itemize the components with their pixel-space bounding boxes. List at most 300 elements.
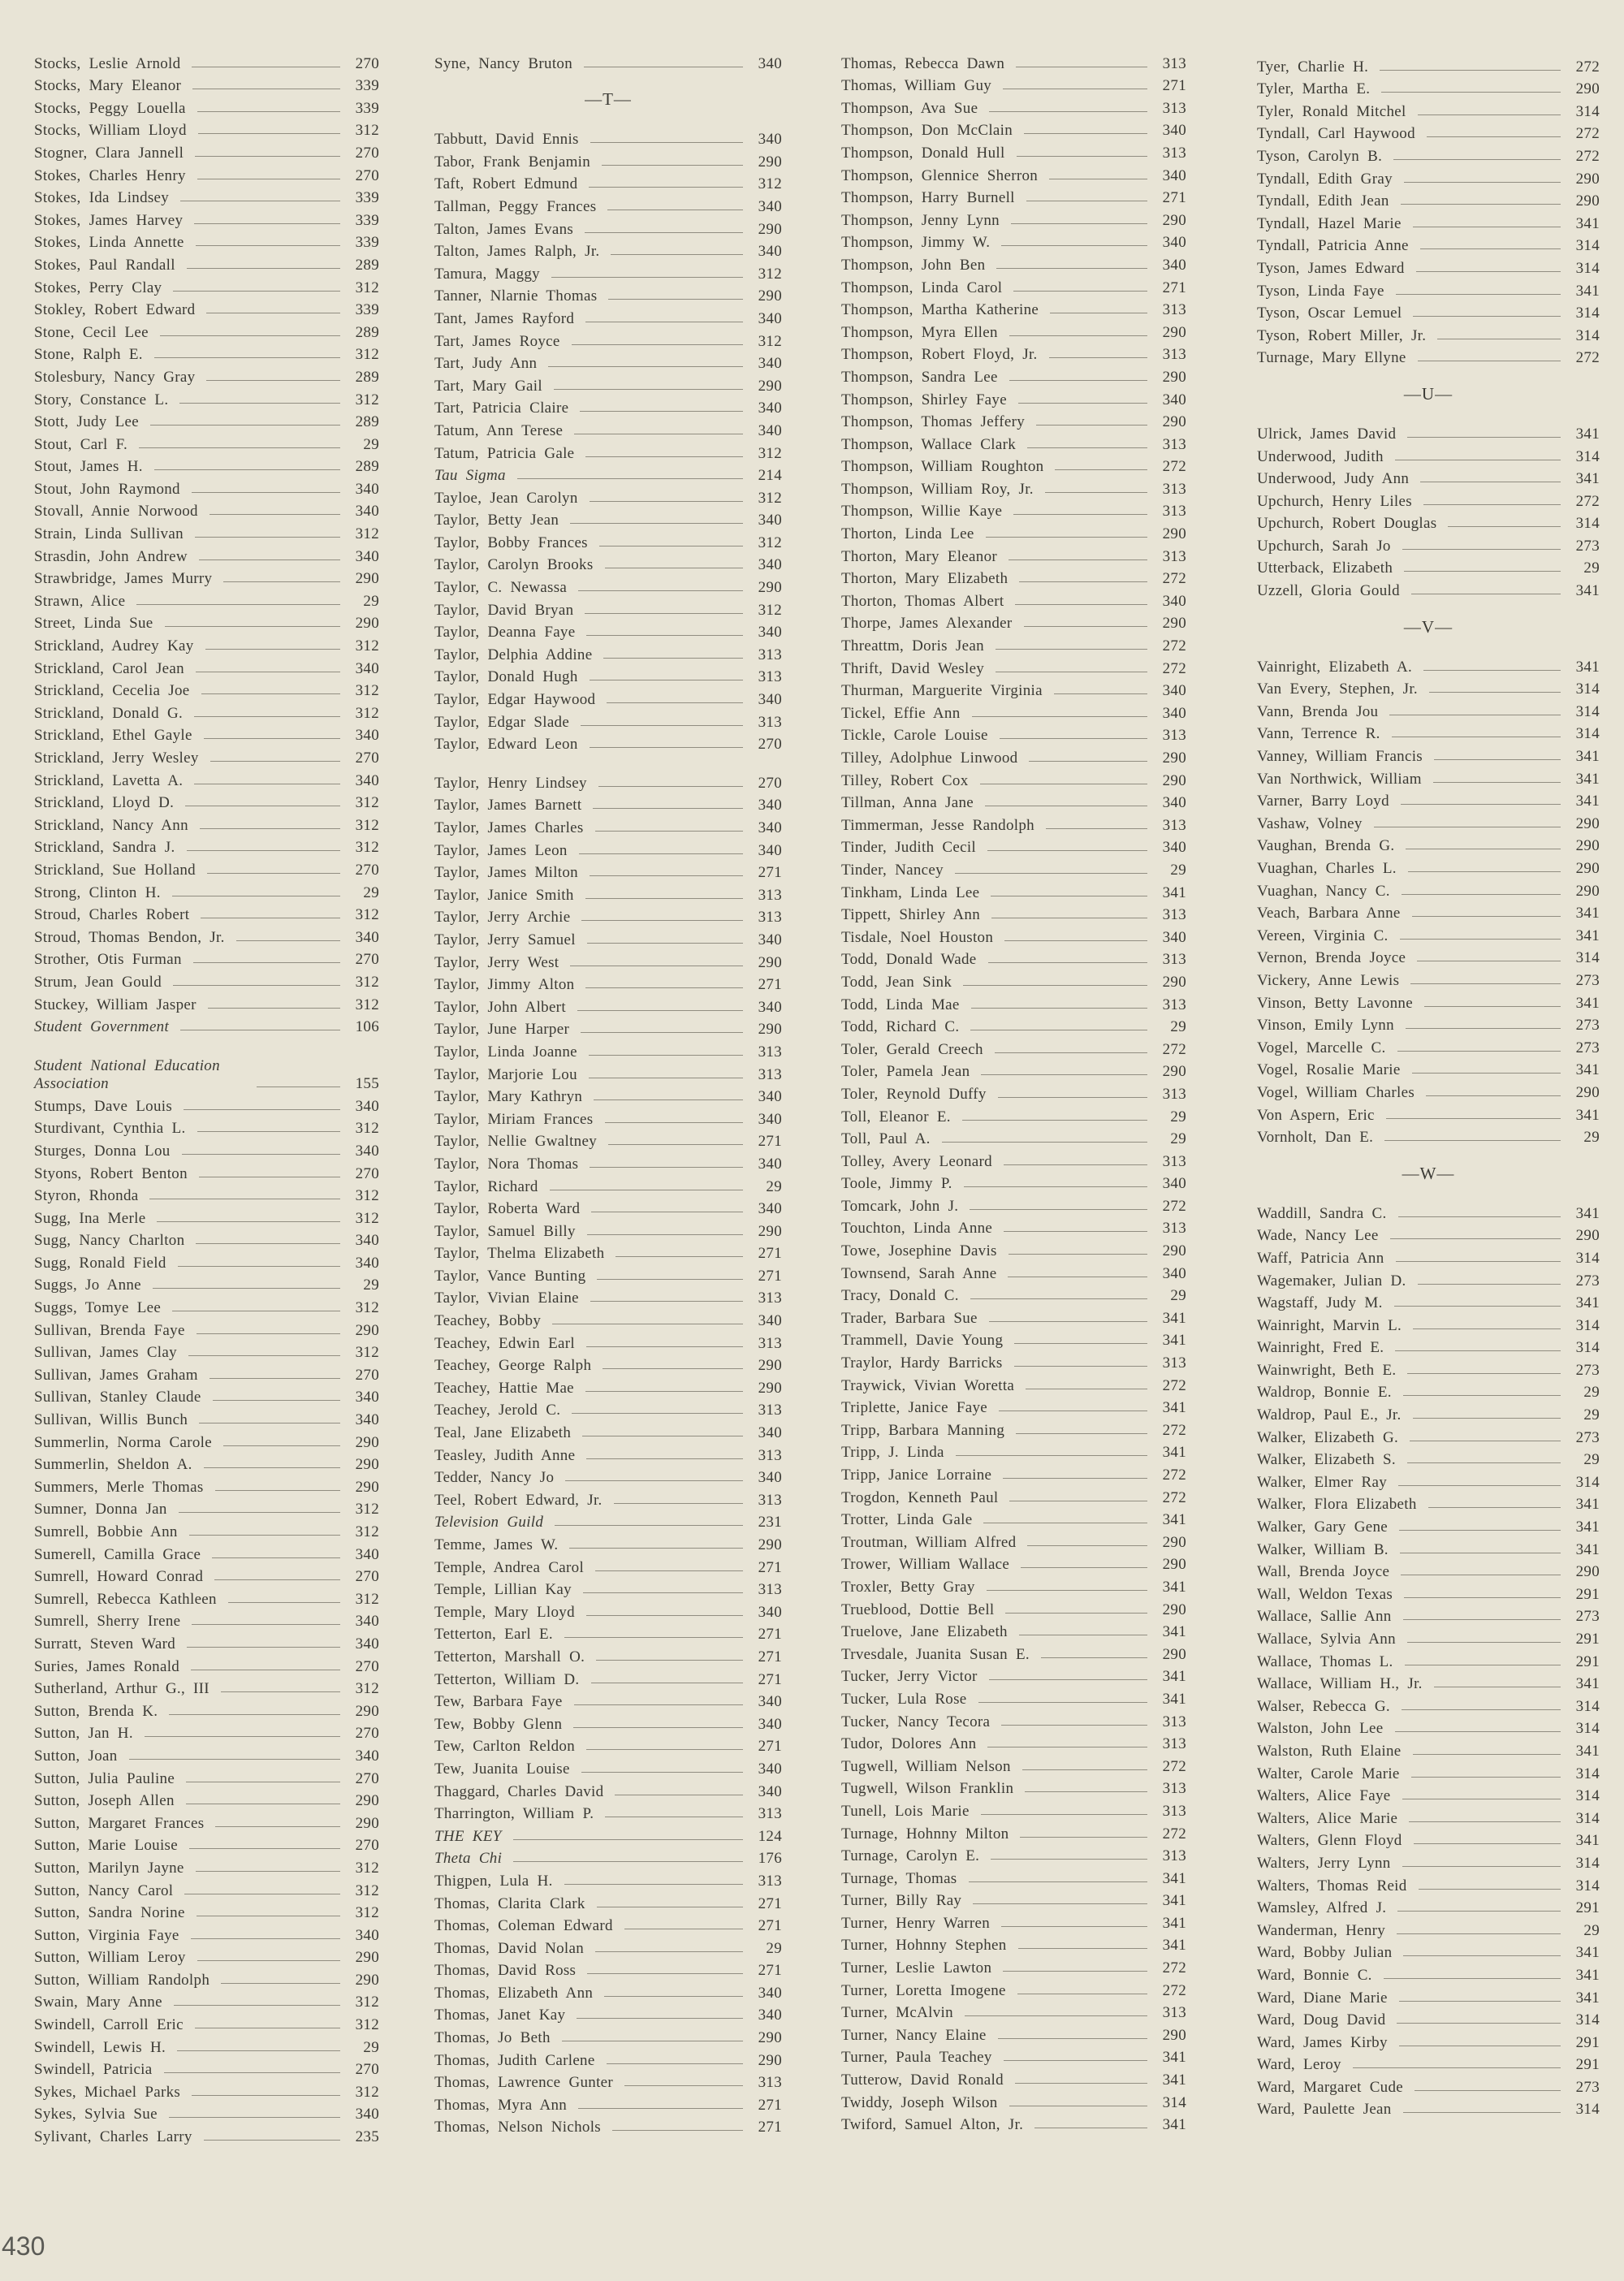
entry-name: Strickland, Ethel Gayle (34, 727, 192, 745)
entry-page-number: 312 (355, 1859, 379, 1877)
entry-page-number: 340 (758, 1110, 782, 1128)
entry-name: Thurman, Marguerite Virginia (841, 682, 1043, 700)
leader-line (1448, 526, 1561, 527)
entry-page-number: 290 (1162, 1556, 1186, 1574)
entry-name: Stogner, Clara Jannell (34, 144, 184, 162)
entry-page-number: 312 (355, 1590, 379, 1608)
index-entry (841, 1910, 1186, 1933)
index-entry (841, 409, 1186, 432)
entry-name: Taylor, James Milton (434, 864, 578, 882)
entry-name: Thorton, Thomas Albert (841, 592, 1004, 610)
entry-page-number: 290 (758, 1222, 782, 1240)
entry-page-number: 291 (1575, 1899, 1600, 1917)
leader-line (1413, 1754, 1561, 1755)
entry-name: Tew, Carlton Reldon (434, 1738, 576, 1756)
leader-line (602, 165, 743, 166)
entry-page-number: 29 (1170, 1130, 1186, 1148)
entry-name: Thorton, Mary Elizabeth (841, 570, 1009, 588)
index-entry (1257, 1962, 1600, 1985)
leader-line (212, 1557, 340, 1558)
index-entry (34, 230, 379, 253)
index-entry (34, 655, 379, 678)
entry-name: Teasley, Judith Anne (434, 1446, 576, 1464)
index-entry (1257, 210, 1600, 233)
index-entry (434, 882, 782, 905)
index-entry (34, 812, 379, 835)
entry-name: Tyler, Ronald Mitchel (1257, 102, 1406, 120)
leader-line (570, 523, 743, 524)
leader-line (586, 1346, 743, 1347)
index-entry (1257, 1693, 1600, 1716)
entry-page-number: 273 (1575, 1361, 1600, 1379)
spacer (34, 1036, 379, 1052)
index-entry (434, 1868, 782, 1890)
leader-line (978, 1702, 1147, 1703)
leader-line (205, 649, 340, 650)
index-entry (1257, 1200, 1600, 1223)
index-entry (34, 611, 379, 633)
leader-line (1001, 1725, 1147, 1726)
entry-page-number: 312 (355, 1187, 379, 1205)
index-entry (1257, 1805, 1600, 1828)
entry-page-number: 340 (758, 355, 782, 373)
index-entry (841, 73, 1186, 96)
entry-name: Taylor, Richard (434, 1177, 538, 1195)
leader-line (973, 1903, 1147, 1904)
entry-page-number: 290 (1162, 750, 1186, 767)
entry-page-number: 272 (1162, 1197, 1186, 1215)
entry-page-number: 340 (758, 691, 782, 709)
leader-line (607, 702, 743, 703)
entry-name: Thorton, Mary Eleanor (841, 547, 997, 565)
entry-name: Sutton, William Leroy (34, 1949, 186, 1967)
leader-line (987, 850, 1147, 851)
entry-page-number: 290 (1162, 771, 1186, 789)
index-entry (1257, 1985, 1600, 2007)
entry-page-number: 271 (758, 864, 782, 882)
entry-page-number: 341 (1575, 1966, 1600, 1984)
index-entry (841, 1193, 1186, 1216)
entry-page-number: 271 (758, 1626, 782, 1644)
index-entry (1257, 901, 1600, 923)
index-entry (434, 171, 782, 194)
leader-line (574, 1704, 743, 1705)
entry-name: Taylor, June Harper (434, 1021, 570, 1039)
leader-line (179, 1512, 340, 1513)
entry-page-number: 272 (1575, 147, 1600, 165)
index-entry (434, 508, 782, 530)
entry-name: Stone, Cecil Lee (34, 323, 149, 341)
leader-line (585, 456, 743, 457)
index-entry (434, 1084, 782, 1107)
entry-name: Tinkham, Linda Lee (841, 883, 980, 901)
entry-name: Tetterton, Marshall O. (434, 1648, 585, 1665)
entry-name: Strickland, Cecelia Joe (34, 682, 190, 700)
entry-page-number: 271 (758, 1917, 782, 1935)
entry-page-number: 340 (355, 1232, 379, 1250)
entry-page-number: 290 (355, 1949, 379, 1967)
leader-line (1424, 1006, 1561, 1007)
entry-name: Triplette, Janice Faye (841, 1399, 988, 1417)
index-entry (34, 1519, 379, 1541)
index-entry (34, 1967, 379, 1989)
leader-line (1413, 1328, 1561, 1329)
entry-name: Thompson, Don McClain (841, 122, 1013, 140)
index-entry (1257, 1828, 1600, 1851)
index-entry (841, 1731, 1186, 1754)
index-entry (434, 1531, 782, 1554)
entry-name: Turner, Henry Warren (841, 1914, 991, 1932)
leader-line (962, 1120, 1147, 1121)
leader-line (586, 1749, 743, 1750)
entry-name: Tew, Juanita Louise (434, 1760, 570, 1778)
entry-name: Tilley, Adolphue Linwood (841, 750, 1018, 767)
entry-page-number: 313 (758, 646, 782, 663)
leader-line (1014, 1343, 1147, 1344)
leader-line (548, 366, 743, 367)
entry-name: Thomas, Jo Beth (434, 2029, 551, 2047)
index-entry (1257, 1125, 1600, 1147)
index-entry (34, 902, 379, 925)
entry-page-number: 290 (758, 377, 782, 395)
entry-page-number: 341 (1575, 1061, 1600, 1079)
entry-name: Ward, James Kirby (1257, 2033, 1388, 2051)
index-entry (1257, 766, 1600, 788)
entry-page-number: 313 (758, 1872, 782, 1890)
index-entry (34, 790, 379, 813)
entry-page-number: 271 (1162, 279, 1186, 296)
entry-page-number: 340 (355, 659, 379, 677)
entry-page-number: 314 (1575, 1473, 1600, 1491)
entry-name: Student Government (34, 1018, 170, 1036)
leader-line (956, 1455, 1147, 1456)
entry-page-number: 314 (1575, 949, 1600, 967)
entry-name: Varner, Barry Loyd (1257, 793, 1389, 810)
entry-page-number: 340 (758, 1155, 782, 1173)
leader-line (191, 1938, 340, 1939)
entry-name: Sutherland, Arthur G., III (34, 1680, 209, 1698)
index-entry (841, 723, 1186, 745)
entry-name: Temme, James W. (434, 1536, 559, 1553)
entry-name: Sutton, Sandra Norine (34, 1904, 185, 1922)
index-entry (34, 521, 379, 543)
entry-page-number: 291 (1575, 1631, 1600, 1648)
entry-page-number: 313 (1162, 435, 1186, 453)
entry-name: Strickland, Carol Jean (34, 659, 184, 677)
entry-page-number: 273 (1575, 1039, 1600, 1056)
entry-name: Taylor, Nora Thomas (434, 1155, 579, 1173)
leader-line (986, 537, 1147, 538)
entry-name: Tudor, Dolores Ann (841, 1735, 977, 1753)
entry-page-number: 273 (1575, 2078, 1600, 2096)
index-entry (1257, 1604, 1600, 1627)
index-entry (841, 1821, 1186, 1843)
entry-name: Sugg, Ina Merle (34, 1209, 146, 1227)
entry-name: Stone, Ralph E. (34, 346, 143, 364)
entry-name: Sullivan, James Clay (34, 1344, 177, 1362)
entry-name: Thompson, Glennice Sherron (841, 166, 1039, 184)
index-column-3 (841, 50, 1186, 2134)
index-entry (1257, 1559, 1600, 1582)
entry-page-number: 314 (1575, 680, 1600, 698)
index-entry (34, 2102, 379, 2124)
leader-line (154, 357, 340, 358)
leader-line (1419, 1889, 1561, 1890)
entry-page-number: 272 (1162, 637, 1186, 655)
entry-name: Vainright, Elizabeth A. (1257, 658, 1413, 676)
index-entry (34, 991, 379, 1014)
entry-name: Tyson, Robert Miller, Jr. (1257, 326, 1427, 344)
entry-name: Tisdale, Noel Houston (841, 928, 994, 946)
entry-name: Styons, Robert Benton (34, 1164, 188, 1182)
leader-line (210, 761, 340, 762)
entry-page-number: 314 (1575, 725, 1600, 743)
entry-page-number: 290 (758, 153, 782, 171)
entry-name: Taylor, Jerry Archie (434, 909, 571, 927)
entry-page-number: 313 (758, 2074, 782, 2092)
leader-line (184, 1109, 340, 1110)
leader-line (157, 1221, 340, 1222)
leader-line (1024, 626, 1147, 627)
entry-name: Taylor, Janice Smith (434, 886, 574, 904)
entry-page-number: 290 (758, 220, 782, 238)
entry-page-number: 341 (1575, 1519, 1600, 1536)
index-entry (1257, 1335, 1600, 1358)
index-entry (434, 2024, 782, 2047)
entry-name: Taylor, Jerry Samuel (434, 931, 576, 948)
index-entry (34, 1810, 379, 1833)
entry-name: Sugg, Nancy Charlton (34, 1232, 185, 1250)
entry-name: Talton, James Ralph, Jr. (434, 243, 600, 261)
entry-page-number: 290 (1575, 1083, 1600, 1101)
entry-page-number: 313 (1162, 816, 1186, 834)
index-entry (1257, 577, 1600, 600)
entry-page-number: 290 (1575, 192, 1600, 210)
index-entry (34, 342, 379, 365)
entry-page-number: 340 (355, 1613, 379, 1631)
leader-line (1027, 1545, 1147, 1546)
entry-name: Toler, Pamela Jean (841, 1063, 970, 1081)
leader-line (1003, 1971, 1147, 1972)
index-entry (434, 216, 782, 239)
index-entry (841, 1596, 1186, 1619)
index-entry (841, 95, 1186, 118)
index-entry (841, 1977, 1186, 2000)
entry-page-number: 341 (1162, 1444, 1186, 1462)
entry-page-number: 314 (1575, 237, 1600, 255)
leader-line (970, 1209, 1147, 1210)
index-entry (1257, 721, 1600, 744)
leader-line (1407, 1642, 1561, 1643)
entry-page-number: 271 (758, 1245, 782, 1263)
leader-line (942, 1142, 1147, 1143)
index-entry (34, 118, 379, 140)
entry-page-number: 290 (1162, 1601, 1186, 1618)
entry-name: Sutton, Joan (34, 1747, 118, 1765)
entry-name: Trogdon, Kenneth Paul (841, 1488, 999, 1506)
entry-page-number: 313 (1162, 144, 1186, 162)
entry-page-number: 313 (1162, 1354, 1186, 1372)
entry-page-number: 155 (355, 1075, 379, 1093)
index-entry (841, 2067, 1186, 2089)
entry-name: Thompson, William Roy, Jr. (841, 480, 1034, 498)
entry-page-number: 340 (355, 727, 379, 745)
leader-line (1403, 1619, 1561, 1620)
entry-page-number: 314 (1575, 2011, 1600, 2029)
entry-page-number: 340 (1162, 704, 1186, 722)
index-entry (841, 588, 1186, 611)
index-entry (34, 700, 379, 723)
index-entry (841, 1888, 1186, 1911)
index-entry (1257, 121, 1600, 144)
entry-name: Teal, Jane Elizabeth (434, 1424, 572, 1442)
entry-name: Stokes, James Harvey (34, 211, 184, 229)
entry-name: Walker, Elmer Ray (1257, 1473, 1388, 1491)
entry-name: Ward, Paulette Jean (1257, 2101, 1392, 2119)
leader-line (195, 156, 340, 157)
entry-page-number: 313 (758, 1581, 782, 1599)
entry-name: Teachey, George Ralph (434, 1357, 592, 1375)
entry-name: Stocks, Mary Eleanor (34, 77, 182, 95)
index-entry (841, 1753, 1186, 1776)
entry-page-number: 313 (1162, 906, 1186, 924)
entry-name: Tyler, Martha E. (1257, 80, 1371, 98)
entry-name: Strother, Otis Furman (34, 951, 182, 969)
index-entry (34, 140, 379, 162)
entry-page-number: 29 (1583, 1921, 1600, 1939)
entry-page-number: 290 (1162, 1242, 1186, 1260)
index-entry (434, 837, 782, 860)
leader-line (199, 559, 340, 560)
entry-name: Sugg, Ronald Field (34, 1254, 166, 1272)
index-entry (34, 1676, 379, 1699)
leader-line (209, 514, 340, 515)
entry-name: Taylor, James Leon (434, 841, 568, 859)
entry-page-number: 341 (1162, 1914, 1186, 1932)
entry-name: Thompson, Wallace Clark (841, 435, 1016, 453)
index-entry (1257, 511, 1600, 534)
index-entry (434, 1778, 782, 1801)
entry-name: Ward, Diane Marie (1257, 1989, 1388, 2007)
index-entry (34, 1564, 379, 1587)
entry-name: Vereen, Virginia C. (1257, 927, 1389, 944)
leader-line (1013, 514, 1147, 515)
entry-page-number: 273 (1575, 537, 1600, 555)
index-entry (1257, 1223, 1600, 1246)
entry-name: Strain, Linda Sullivan (34, 525, 184, 543)
entry-page-number: 290 (1162, 615, 1186, 633)
index-entry (34, 1653, 379, 1676)
leader-line (196, 245, 340, 246)
entry-name: Tripp, J. Linda (841, 1444, 944, 1462)
entry-name: Wagemaker, Julian D. (1257, 1272, 1406, 1290)
entry-page-number: 289 (355, 323, 379, 341)
entry-name: Tart, Mary Gail (434, 377, 542, 395)
index-entry (841, 790, 1186, 813)
index-entry (34, 1183, 379, 1206)
index-entry (434, 642, 782, 664)
index-entry (434, 1756, 782, 1778)
index-entry (434, 1353, 782, 1376)
entry-name: Street, Linda Sue (34, 615, 153, 633)
entry-name: Thomas, William Guy (841, 77, 992, 95)
entry-name: Taylor, John Albert (434, 998, 566, 1016)
index-entry (1257, 98, 1600, 121)
entry-page-number: 291 (1575, 1585, 1600, 1603)
leader-line (207, 873, 340, 874)
index-entry (841, 1865, 1186, 1888)
index-entry (841, 678, 1186, 701)
index-entry (841, 1440, 1186, 1462)
entry-name: Walters, Alice Marie (1257, 1809, 1398, 1827)
entry-name: Walters, Alice Faye (1257, 1787, 1391, 1805)
entry-page-number: 341 (1575, 927, 1600, 944)
index-entry (1257, 466, 1600, 489)
entry-name: Upchurch, Robert Douglas (1257, 515, 1437, 533)
index-entry (1257, 1626, 1600, 1648)
leader-line (1413, 316, 1561, 317)
leader-line (587, 1973, 743, 1974)
leader-line (1412, 916, 1561, 917)
entry-page-number: 270 (355, 1366, 379, 1384)
entry-page-number: 290 (1162, 525, 1186, 543)
entry-page-number: 312 (355, 1120, 379, 1138)
leader-line (1001, 1926, 1147, 1927)
index-entry (434, 1151, 782, 1173)
entry-page-number: 341 (1575, 1742, 1600, 1760)
leader-line (197, 1960, 340, 1961)
entry-name: Tinder, Judith Cecil (841, 839, 977, 857)
index-entry (434, 1106, 782, 1129)
entry-page-number: 340 (355, 1926, 379, 1944)
index-entry (34, 1429, 379, 1452)
entry-name: Stokes, Paul Randall (34, 256, 175, 274)
index-entry (434, 1599, 782, 1622)
entry-page-number: 341 (1575, 582, 1600, 600)
leader-line (1427, 136, 1561, 137)
entry-name: Wainwright, Beth E. (1257, 1361, 1397, 1379)
leader-line (996, 268, 1147, 269)
entry-page-number: 340 (1162, 794, 1186, 812)
entry-name: Tucker, Jerry Victor (841, 1668, 978, 1686)
leader-line (593, 808, 743, 809)
entry-page-number: 290 (1162, 1533, 1186, 1551)
entry-page-number: 340 (758, 931, 782, 948)
entry-name: Television Guild (434, 1514, 544, 1531)
leader-line (257, 1086, 340, 1087)
index-entry (841, 252, 1186, 274)
leader-line (981, 1074, 1147, 1075)
index-entry (34, 1609, 379, 1631)
entry-name: Sullivan, Willis Bunch (34, 1411, 188, 1429)
index-entry (841, 1148, 1186, 1171)
index-entry (1257, 855, 1600, 878)
entry-page-number: 341 (1575, 1204, 1600, 1222)
index-entry (34, 476, 379, 499)
leader-line (578, 2108, 743, 2109)
entry-name: Upchurch, Henry Liles (1257, 492, 1412, 510)
index-entry (1257, 278, 1600, 300)
entry-name: Walston, John Lee (1257, 1720, 1384, 1738)
entry-name: Walston, Ruth Elaine (1257, 1742, 1402, 1760)
entry-page-number: 270 (355, 1725, 379, 1743)
leader-line (154, 469, 340, 470)
entry-name: Stumps, Dave Louis (34, 1097, 173, 1115)
entry-name: Summers, Merle Thomas (34, 1478, 204, 1496)
leader-line (564, 1884, 743, 1885)
entry-name: Teachey, Hattie Mae (434, 1379, 574, 1397)
entry-name: Thigpen, Lula H. (434, 1872, 553, 1890)
